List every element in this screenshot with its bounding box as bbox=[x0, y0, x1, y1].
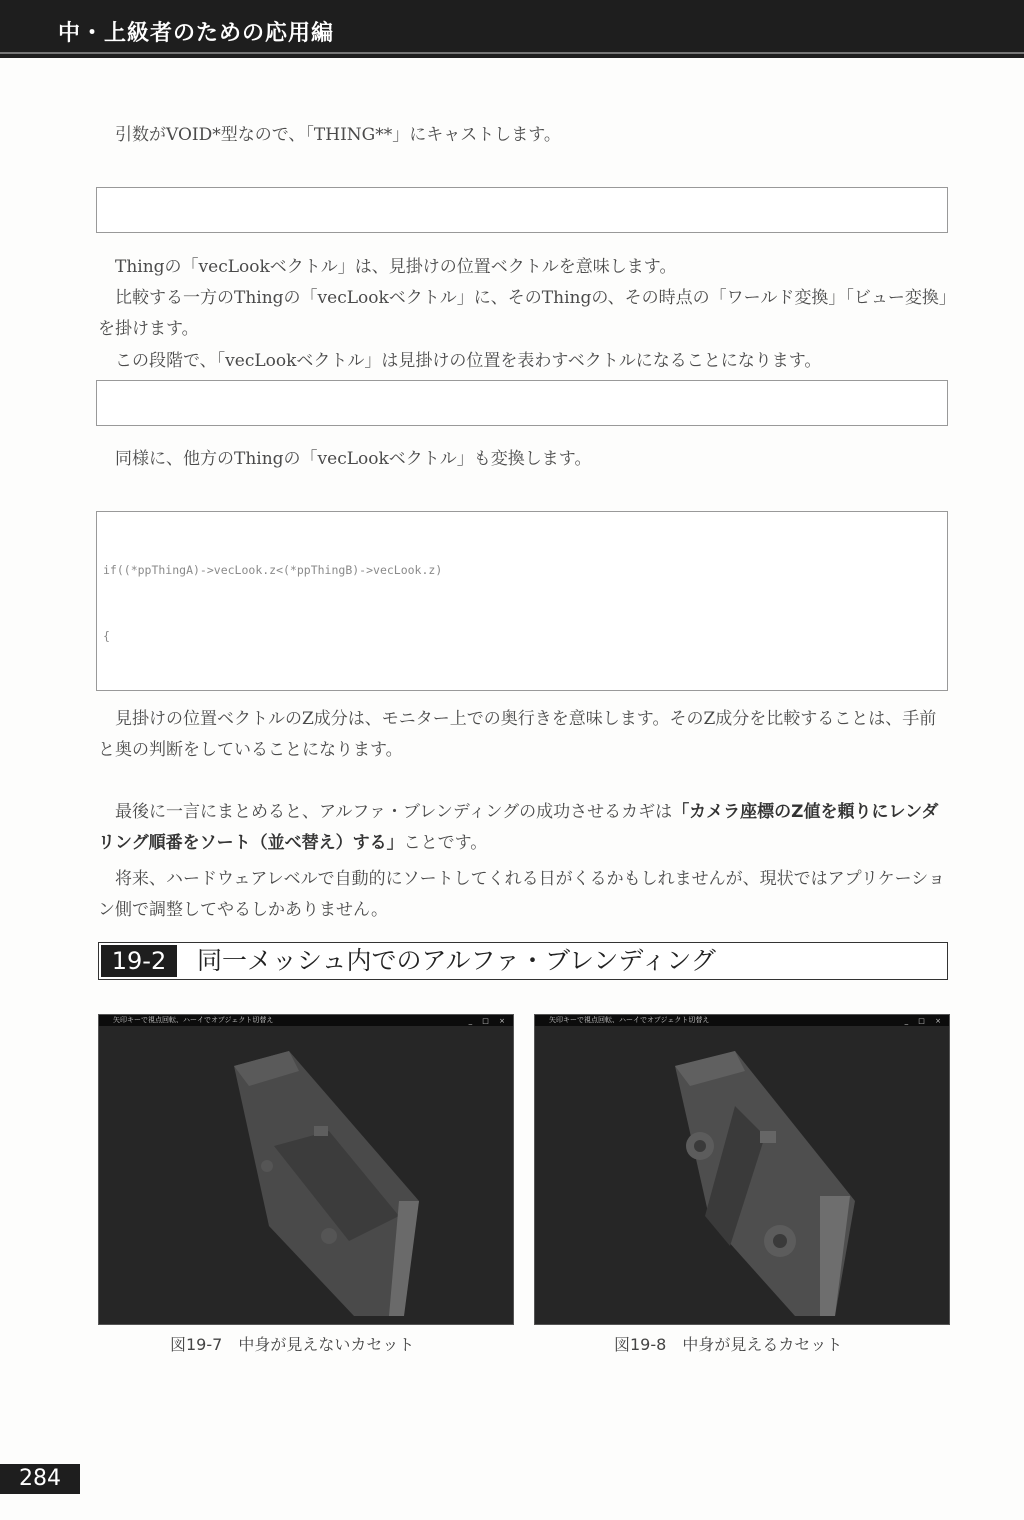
window-title: 矢印キーで視点回転、ハーイでオブジェクト切替え bbox=[113, 1016, 274, 1024]
section-title: 同一メッシュ内でのアルファ・ブレンディング bbox=[197, 946, 716, 975]
window-titlebar bbox=[535, 1015, 949, 1026]
window-title: 矢印キーで視点回転、ハーイでオブジェクト切替え bbox=[549, 1016, 710, 1024]
window-buttons: _ □ × bbox=[468, 1017, 509, 1025]
code-line: if((*ppThingA)->vecLook.z<(*ppThingB)->vecLook.z) bbox=[103, 563, 443, 577]
paragraph-same-transform: 同様に、他方のThingの「vecLookベクトル」も変換します。 bbox=[115, 449, 592, 469]
paragraph-summary bbox=[98, 797, 950, 859]
paragraph-veclook-meaning: Thingの「vecLookベクトル」は、見掛けの位置ベクトルを意味します。 bbox=[115, 257, 677, 277]
code-line: { bbox=[103, 629, 110, 643]
code-block-thing-a bbox=[96, 187, 948, 233]
chapter-title: 中・上級者のための応用編 bbox=[58, 21, 335, 46]
figure-caption-19-7: 図19-7 中身が見えないカセット bbox=[170, 1335, 415, 1354]
figure-screenshot-transparent bbox=[534, 1014, 950, 1325]
code-block-compare bbox=[96, 511, 948, 691]
code-block-thing-b bbox=[96, 380, 948, 426]
section-heading bbox=[98, 942, 948, 980]
summary-text-end: ことです。 bbox=[403, 833, 488, 853]
figure-screenshot-opaque bbox=[98, 1014, 514, 1325]
chapter-header-bar bbox=[0, 0, 1024, 58]
render-viewport bbox=[535, 1026, 949, 1324]
window-titlebar bbox=[99, 1015, 513, 1026]
paragraph-stage-note: この段階で、「vecLookベクトル」は見掛けの位置を表わすベクトルになることになります。 bbox=[115, 351, 822, 371]
page-number: 284 bbox=[0, 1464, 80, 1494]
header-rule bbox=[0, 52, 1024, 54]
paragraph-cast-note: 引数がVOID*型なので、「THING**」にキャストします。 bbox=[115, 125, 561, 145]
section-number: 19-2 bbox=[101, 945, 177, 977]
window-buttons: _ □ × bbox=[904, 1017, 945, 1025]
paragraph-future-note: 将来、ハードウェアレベルで自動的にソートしてくれる日がくるかもしれませんが、現状ではアプリケーション側で調整してやるしかありません。 bbox=[98, 869, 945, 920]
cassette-render bbox=[535, 1026, 949, 1324]
paragraph-z-component: 見掛けの位置ベクトルのZ成分は、モニター上での奥行きを意味します。そのZ成分を比較することは、手前と奥の判断をしていることになります。 bbox=[98, 709, 937, 760]
summary-text: 最後に一言にまとめると、アルファ・ブレンディングの成功させるカギは bbox=[115, 802, 673, 822]
render-viewport bbox=[99, 1026, 513, 1324]
figure-caption-19-8: 図19-8 中身が見えるカセット bbox=[614, 1335, 843, 1354]
paragraph-transform-note: 比較する一方のThingの「vecLookベクトル」に、そのThingの、その時点の「ワールド変換」「ビュー変換」を掛けます。 bbox=[98, 288, 948, 339]
summary-emphasis: 「カメラ座標のZ値を頼りにレンダリング順番をソート（並べ替え）する」 bbox=[98, 802, 939, 853]
cassette-render bbox=[99, 1026, 513, 1324]
